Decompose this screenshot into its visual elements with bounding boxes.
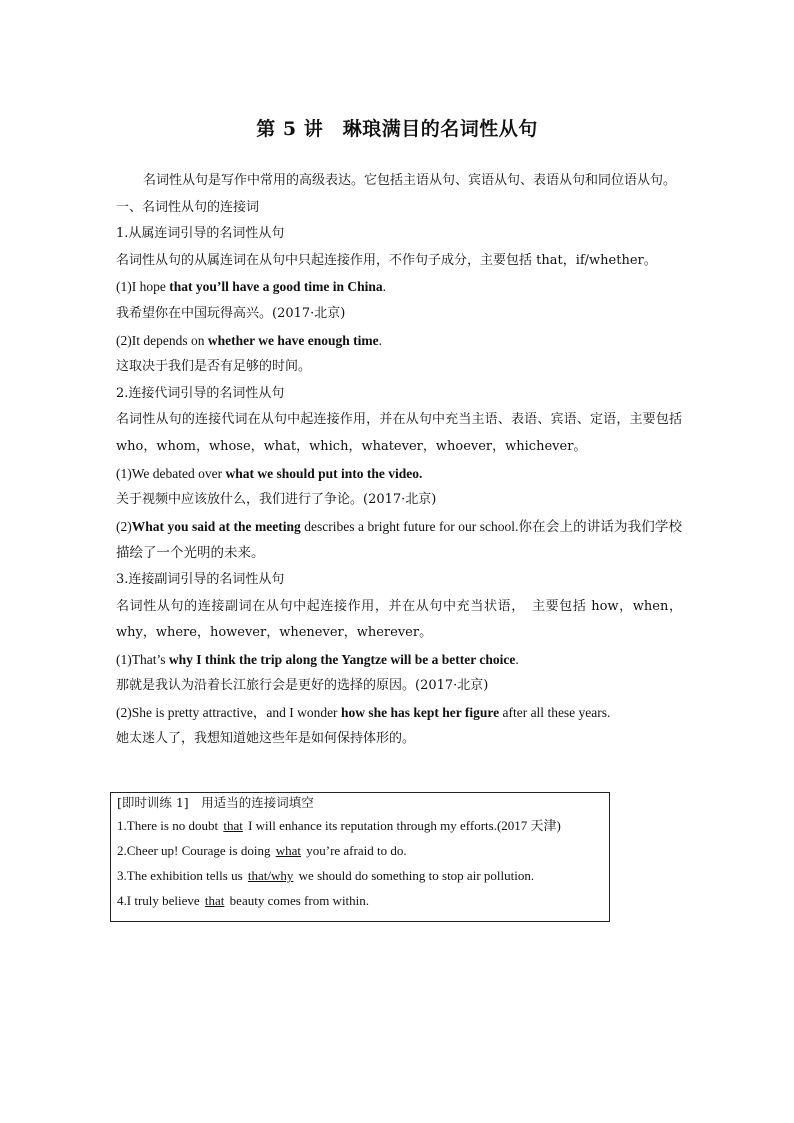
example-sentence-with-translation: (2)What you said at the meeting describes a bright future for our school.你在会上的讲话为我们学校描绘了一个光明的未来。	[116, 518, 683, 561]
practice-item: 4.I truly believe that beauty comes from within.	[117, 893, 370, 908]
example-sentence: (2)She is pretty attractive，and I wonder how she has kept her figure after all these years.	[116, 704, 611, 720]
subsection-description-1: 名词性从句的从属连词在从句中只起连接作用，不作句子成分，主要包括 that，if/whether。	[116, 252, 657, 268]
example-translation: 我希望你在中国玩得高兴。(2017·北京)	[116, 305, 346, 321]
example-highlight: how she has kept her figure	[340, 704, 500, 720]
subsection-heading-2: 2.连接代词引导的名词性从句	[116, 385, 285, 401]
subsection-description-2: 名词性从句的连接代词在从句中起连接作用，并在从句中充当主语、表语、宾语、定语，主要包括 who，whom，whose，what，which，whatever，whoever，whichever。	[116, 412, 682, 454]
practice-item: 2.Cheer up! Courage is doing what you’re afraid to do.	[117, 843, 407, 858]
example-translation: 关于视频中应该放什么，我们进行了争论。(2017·北京)	[116, 492, 437, 508]
subsection-description-3: 名词性从句的连接副词在从句中起连接作用，并在从句中充当状语， 主要包括 how，when，why，where，however，whenever，wherever。	[116, 598, 682, 641]
answer-blank: that	[223, 818, 243, 833]
example-highlight: whether we have enough time	[207, 332, 379, 348]
section-heading: 一、名词性从句的连接词	[116, 199, 260, 215]
answer-blank: that	[204, 893, 225, 908]
intro-paragraph: 名词性从句是写作中常用的高级表达。它包括主语从句、宾语从句、表语从句和同位语从句。	[143, 173, 677, 188]
practice-item: 1.There is no doubt that I will enhance its reputation through my efforts.(2017 天津)	[117, 818, 561, 833]
example-sentence: (1)I hope that you’ll have a good time in China.	[116, 279, 387, 295]
example-translation: 那就是我认为沿着长江旅行会是更好的选择的原因。(2017·北京)	[116, 678, 489, 694]
answer-blank: that/why	[247, 868, 294, 883]
example-highlight: why I think the trip along the Yangtze will be a better choice	[168, 651, 516, 667]
document-body	[116, 168, 682, 753]
practice-item: 3.The exhibition tells us that/why we should do something to stop air pollution.	[117, 868, 535, 883]
example-translation: 你在会上的讲话为我们学校描绘了一个光明的未来。	[116, 518, 683, 561]
example-translation: 她太迷人了，我想知道她这些年是如何保持体形的。	[116, 731, 416, 747]
example-highlight: that you’ll have a good time in China	[169, 279, 383, 295]
example-sentence: (1)We debated over what we should put into the video.	[116, 465, 423, 481]
example-highlight: What you said at the meeting	[131, 518, 301, 534]
example-sentence: (1)That’s why I think the trip along the Yangtze will be a better choice.	[116, 651, 519, 667]
answer-blank: what	[275, 843, 301, 858]
page-title: 第 5 讲 琳琅满目的名词性从句	[256, 118, 538, 140]
practice-tag: [即时训练 1]	[117, 795, 189, 810]
example-highlight: what we should put into the video.	[225, 465, 423, 481]
subsection-heading-3: 3.连接副词引导的名词性从句	[116, 571, 285, 587]
example-translation: 这取决于我们是否有足够的时间。	[116, 359, 312, 375]
practice-header	[117, 793, 609, 813]
practice-box	[110, 792, 610, 922]
example-sentence: (2)It depends on whether we have enough time.	[116, 332, 382, 348]
practice-instruction: 用适当的连接词填空	[201, 795, 314, 810]
subsection-heading-1: 1.从属连词引导的名词性从句	[116, 226, 285, 242]
